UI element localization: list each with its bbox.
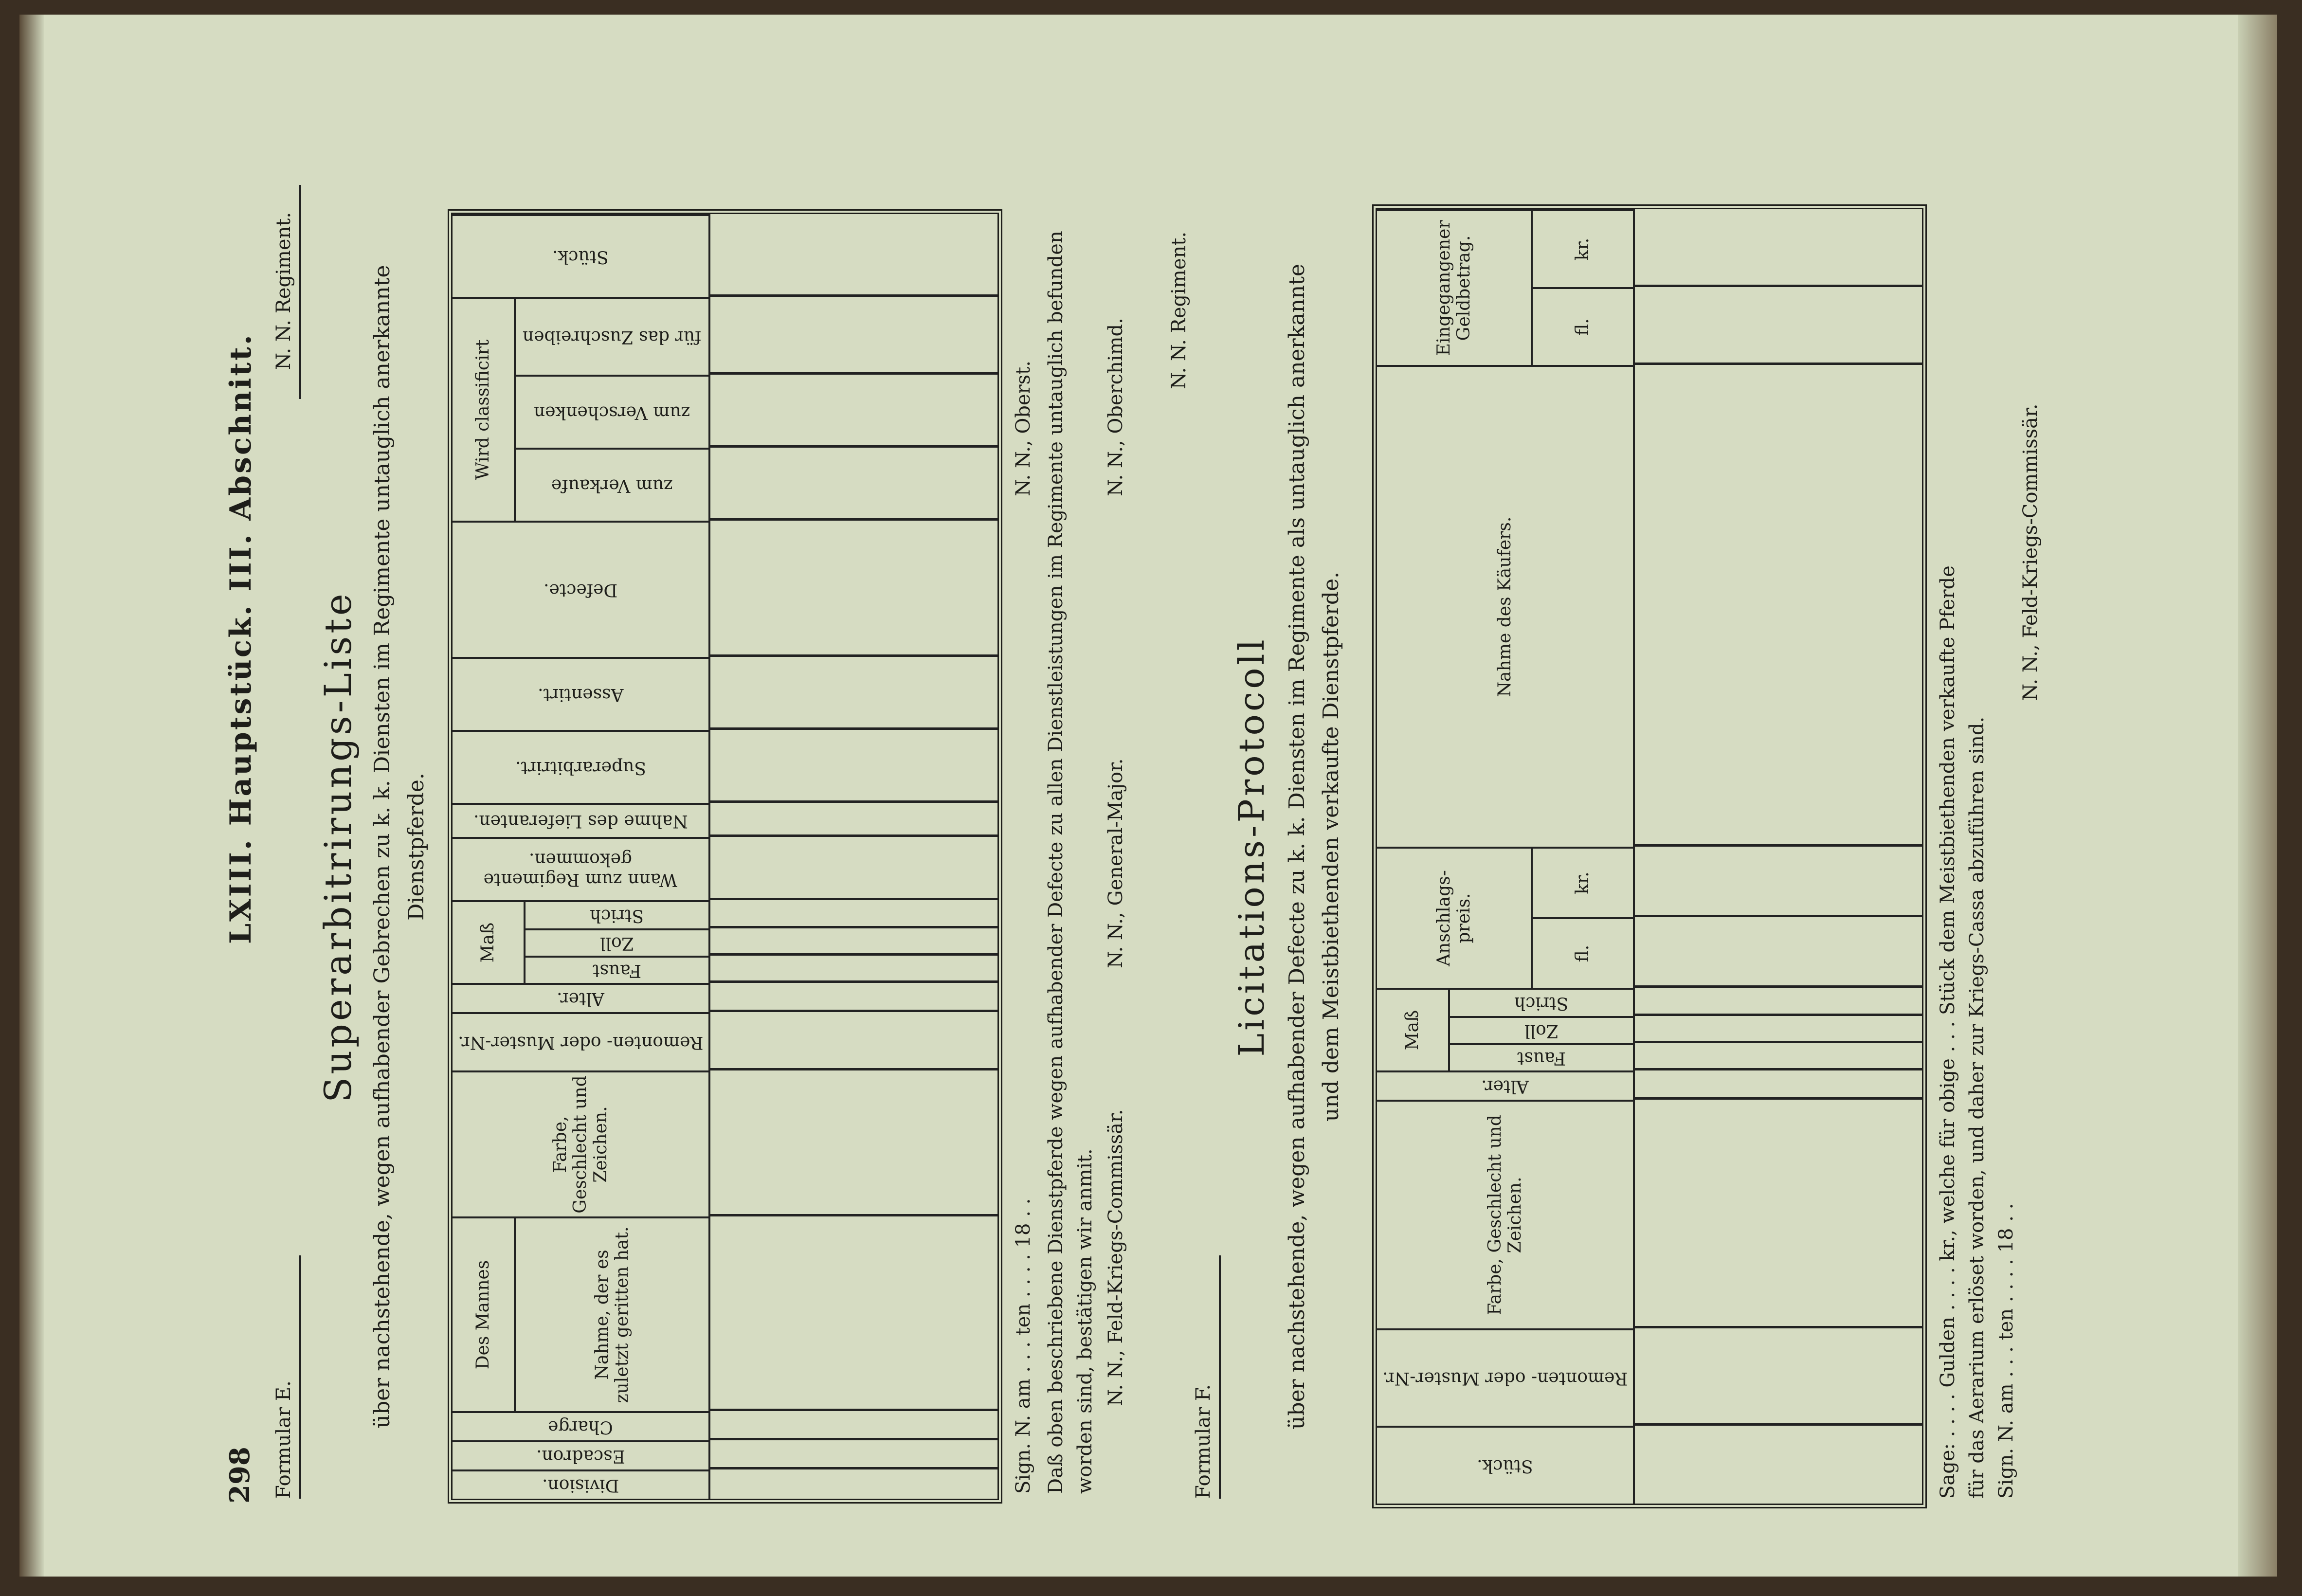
form-f-note-1: Sage: . . . . Gulden . . . . kr., welche für obige . . . Stück dem Meistbiethenden verkaufte Pferde <box>1937 565 1959 1499</box>
f-col-geldbetrag: Eingegangener Geldbetrag. <box>1377 209 1533 365</box>
form-e-title: Superarbitrirungs-Liste <box>316 591 360 1103</box>
body-rule <box>710 445 997 448</box>
form-e-sign-date: Sign. N. am . . . ten . . . . 18 . . <box>1012 1198 1034 1494</box>
col-escadron: Escadron. <box>453 1440 710 1469</box>
form-e-regiment: N. N. Regiment. <box>272 212 295 370</box>
form-f-sign-commissaer: N. N., Feld-Kriegs-Commissär. <box>2019 403 2042 701</box>
col-des-mannes: Des Mannes <box>453 1216 516 1411</box>
licitations-table <box>1372 204 1927 1508</box>
body-rule <box>710 1438 997 1440</box>
body-rule <box>1635 844 1922 847</box>
superarbitrirungs-table <box>448 209 1002 1504</box>
col-strich: Strich <box>526 900 710 928</box>
col-remonten: Remonten- oder Muster-Nr. <box>453 1012 710 1070</box>
col-charge: Charge <box>453 1411 710 1440</box>
form-f-subtitle-1: über nachstehende, wegen aufhabender Defecte zu k. k. Diensten im Regimente als untauglich anerkannte <box>1285 264 1309 1430</box>
body-rule <box>710 800 997 803</box>
body-rule <box>1635 1014 1922 1016</box>
form-e-subtitle-1: über nachstehende, wegen aufhabender Gebrechen zu k. k. Diensten im Regimente untauglich anerkannte <box>370 265 395 1429</box>
body-rule <box>710 1068 997 1070</box>
book-page <box>19 15 2277 1577</box>
body-rule <box>710 654 997 657</box>
body-rule <box>1635 363 1922 365</box>
formular-f-label: Formular F. <box>1192 1384 1214 1499</box>
body-rule <box>710 980 997 983</box>
col-wann: Wann zum Regimente gekommen. <box>453 837 710 900</box>
form-e-sign-oberst: N. N., Oberst. <box>1012 361 1034 496</box>
body-rule <box>710 834 997 837</box>
page-number: 298 <box>224 1447 256 1504</box>
f-col-alter: Alter. <box>1377 1070 1635 1100</box>
body-rule <box>1635 1326 1922 1328</box>
col-superarbitrirt: Superarbitrirt. <box>453 730 710 803</box>
col-faust: Faust <box>526 956 710 983</box>
formular-f-rule <box>1219 1255 1221 1499</box>
body-rule <box>710 1010 997 1012</box>
form-e-regiment-rule <box>299 185 301 399</box>
col-assentirt: Assentirt. <box>453 657 710 730</box>
f-col-kaeufer: Nahme des Käufers. <box>1377 365 1635 847</box>
f-col-geld-kr: kr. <box>1533 209 1635 287</box>
body-rule <box>710 727 997 730</box>
form-e-sig-oberchimd: N. N., Oberchimd. <box>1105 318 1127 496</box>
col-nahme-reiter: Nahme, der es zuletzt geritten hat. <box>516 1216 710 1411</box>
body-rule <box>710 926 997 928</box>
col-schreiben: für das Zuschreiben <box>516 297 710 375</box>
col-alter: Alter. <box>453 983 710 1012</box>
rotated-content <box>19 117 2277 1577</box>
form-f-title: Licitations-Protocoll <box>1231 636 1272 1057</box>
col-defecte: Defecte. <box>453 521 710 657</box>
body-rule <box>1635 1097 1922 1100</box>
body-rule <box>710 1214 997 1216</box>
body-rule <box>1635 1041 1922 1043</box>
col-stueck: Stück. <box>453 214 710 297</box>
col-mass: Maß <box>453 900 526 983</box>
form-e-sig-general: N. N., General-Major. <box>1105 758 1127 968</box>
col-verschenken: zum Verschenken <box>516 375 710 448</box>
body-rule <box>710 1467 997 1469</box>
form-e-subtitle-2: Dienstpferde. <box>404 773 429 921</box>
f-col-strich: Strich <box>1450 988 1635 1016</box>
col-zoll: Zoll <box>526 928 710 956</box>
form-e-confirmation: Daß oben beschriebene Dienstpferde wegen aufhabender Defecte zu allen Dienstleistungen im Regimente untauglich befunden worden sind, bestätigen wir anmit. <box>1045 231 1096 1494</box>
f-col-zoll: Zoll <box>1450 1016 1635 1043</box>
f-col-farbe: Farbe, Geschlecht und Zeichen. <box>1377 1100 1635 1328</box>
f-col-kr: kr. <box>1533 847 1635 917</box>
body-rule <box>710 294 997 297</box>
col-wird-classificirt: Wird classificirt <box>453 297 516 521</box>
form-e-sign-regiment: N. N. Regiment. <box>1168 231 1190 389</box>
body-rule <box>1635 285 1922 287</box>
formular-e-rule <box>299 1255 301 1499</box>
body-rule <box>710 518 997 521</box>
body-rule <box>710 372 997 375</box>
form-f-note-2: für das Aerarium erlöset worden, und daher zur Kriegs-Cassa abzuführen sind. <box>1966 716 1988 1499</box>
body-rule <box>1635 915 1922 917</box>
body-rule <box>1635 1068 1922 1070</box>
f-col-stueck: Stück. <box>1377 1426 1635 1504</box>
col-verkaufe: zum Verkaufe <box>516 448 710 521</box>
body-rule <box>710 1409 997 1411</box>
f-col-remonten: Remonten- oder Muster-Nr. <box>1377 1328 1635 1426</box>
f-col-geld-fl: fl. <box>1533 287 1635 365</box>
body-rule <box>1635 985 1922 988</box>
body-rule <box>710 953 997 956</box>
form-e-sig-commissaer: N. N., Feld-Kriegs-Commissär. <box>1105 1109 1127 1406</box>
f-col-faust: Faust <box>1450 1043 1635 1070</box>
f-col-anschlags: Anschlags-preis. <box>1377 847 1533 988</box>
f-col-fl: fl. <box>1533 917 1635 988</box>
col-lieferant: Nahme des Lieferanten. <box>453 803 710 837</box>
col-division: Division. <box>453 1469 710 1499</box>
f-col-mass: Maß <box>1377 988 1450 1070</box>
col-farbe: Farbe, Geschlecht und Zeichen. <box>453 1070 710 1216</box>
form-f-subtitle-2: und dem Meistbiethenden verkaufte Dienstpferde. <box>1319 571 1343 1122</box>
running-head: LXIII. Hauptstück. III. Abschnitt. <box>224 333 258 944</box>
formular-e-label: Formular E. <box>272 1380 295 1499</box>
body-rule <box>1635 1423 1922 1426</box>
body-rule <box>710 898 997 900</box>
form-f-sign-date: Sign. N. am . . . ten . . . . 18 . . <box>1995 1203 2017 1499</box>
